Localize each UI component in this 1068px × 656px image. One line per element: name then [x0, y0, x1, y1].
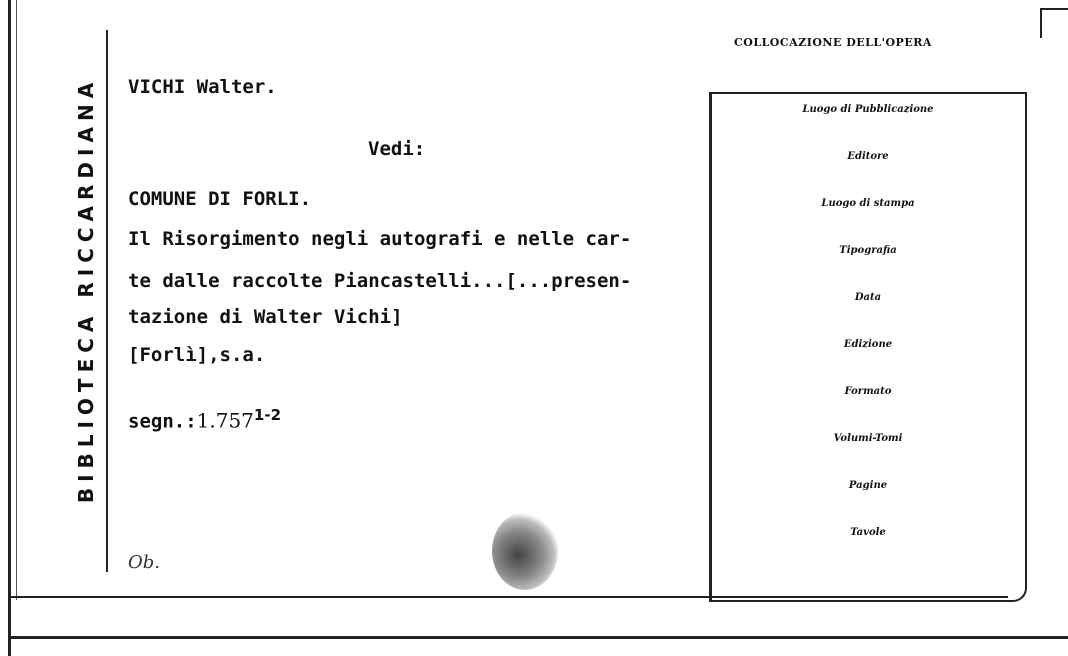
field-volumi-tomi: Volumi-Tomi	[833, 433, 903, 444]
shelfmark	[128, 406, 281, 432]
ink-stamp-mark	[492, 512, 558, 590]
field-tipografia: Tipografia	[839, 245, 897, 256]
shelfmark-prefix: segn.:	[128, 410, 197, 433]
handwritten-initials: Ob.	[128, 552, 161, 573]
collocazione-header: COLLOCAZIONE DELL'OPERA	[734, 36, 932, 49]
vertical-rule	[106, 30, 108, 572]
title-line-1: Il Risorgimento negli autografi e nelle car-	[128, 228, 632, 250]
card-left-edge-thin	[16, 0, 17, 600]
field-edizione: Edizione	[843, 339, 893, 350]
card-left-edge	[8, 0, 11, 656]
field-luogo-pubblicazione: Luogo di Pubblicazione	[802, 104, 934, 115]
field-pagine: Pagine	[848, 480, 888, 491]
shelfmark-number: 1.757	[196, 408, 254, 433]
library-name: BIBLIOTECA RICCARDIANA	[74, 76, 98, 504]
card-bottom-edge	[8, 636, 1068, 639]
card-corner-mark-h	[1040, 8, 1068, 10]
card-corner-mark	[1040, 8, 1042, 38]
field-tavole: Tavole	[850, 527, 886, 538]
title-line-3: tazione di Walter Vichi]	[128, 306, 403, 328]
imprint: [Forlì],s.a.	[128, 344, 266, 366]
field-formato: Formato	[844, 386, 892, 397]
field-data: Data	[854, 292, 882, 303]
collocazione-fields	[709, 104, 1027, 574]
see-reference: Vedi:	[368, 138, 426, 160]
title-line-2: te dalle raccolte Piancastelli...[...presen-	[128, 270, 632, 292]
field-editore: Editore	[847, 151, 889, 162]
author-heading: VICHI Walter.	[128, 76, 277, 98]
shelfmark-superscript: 1-2	[253, 406, 282, 424]
field-luogo-stampa: Luogo di stampa	[821, 198, 915, 209]
main-heading: COMUNE DI FORLI.	[128, 188, 312, 210]
